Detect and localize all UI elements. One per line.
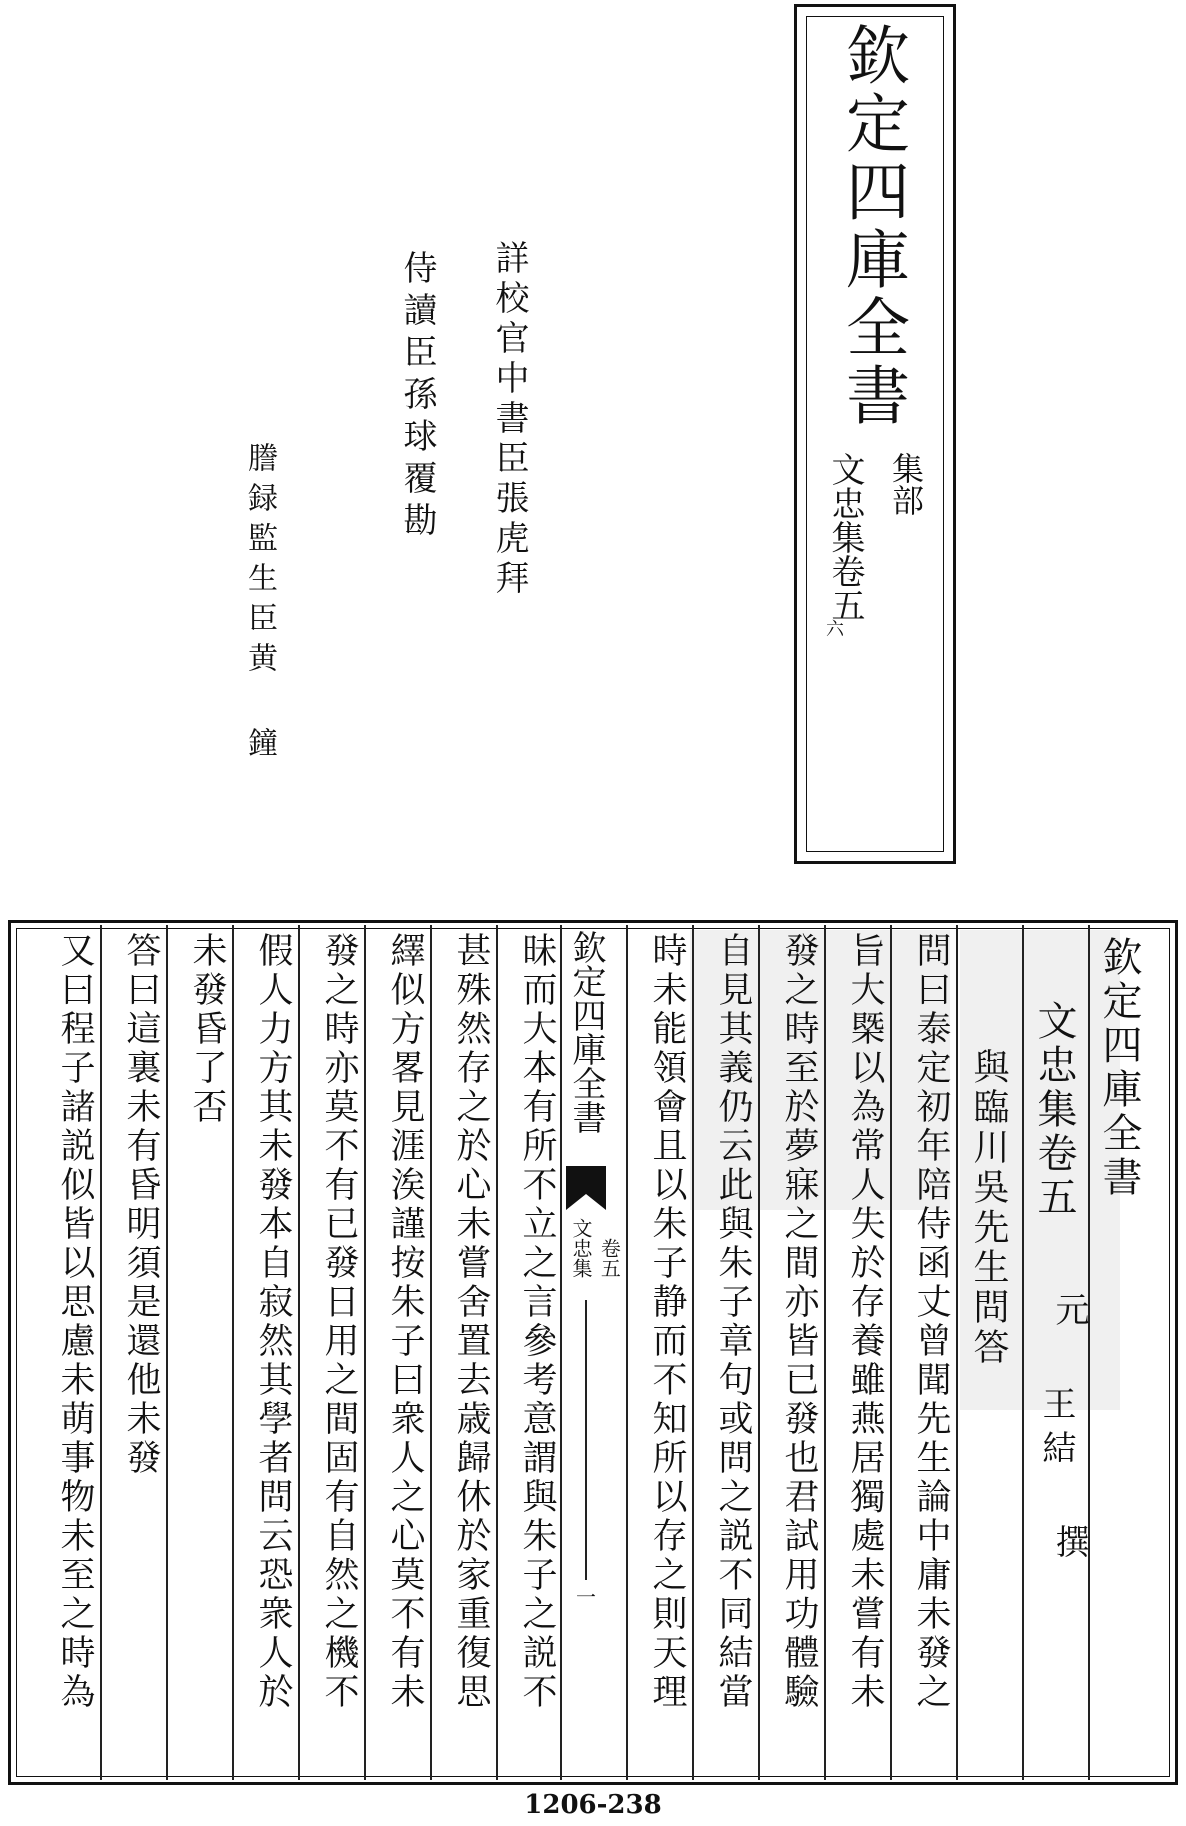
- text-column-5: 時未能領會且以朱子静而不知所以存之則天理: [647, 932, 687, 1712]
- book-label: 文忠集卷五: [825, 452, 865, 622]
- text-column-1: 問曰泰定初年陪侍函丈曾聞先生論中庸未發之: [911, 932, 951, 1712]
- banner-book: [570, 1218, 620, 1282]
- footer-page-number: 1206-238: [524, 1790, 662, 1820]
- author-name: 王結: [1036, 1386, 1076, 1474]
- text-column-12: 答曰這裏未有昏明須是還他未發: [121, 932, 161, 1478]
- column-rule: [626, 925, 628, 1780]
- text-column-10: 假人力方其未發本自寂然其學者問云恐衆人於: [253, 932, 293, 1712]
- text-column-13: 又曰程子諸説似皆以思慮未萌事物未至之時為: [55, 932, 95, 1712]
- text-column-9: 發之時亦莫不有已發日用之間固有自然之機不: [319, 932, 359, 1712]
- author-dynasty: 元: [1049, 1292, 1089, 1330]
- essay-title: 與臨川吳先生問答: [968, 1048, 1009, 1368]
- text-column-11: 未發昏了否: [187, 932, 227, 1127]
- text-column-8: 繹似方畧見涯涘謹按朱子曰衆人之心莫不有未: [385, 932, 425, 1712]
- text-column-6: 昧而大本有所不立之言參考意謂與朱子之説不: [517, 932, 557, 1712]
- reviewer-credit: 侍讀臣孫球覆勘: [397, 250, 437, 544]
- text-column-7: 甚殊然存之於心未嘗舍置去歳歸休於家重復思: [451, 932, 491, 1712]
- banner-page-number: 一: [576, 1585, 596, 1609]
- text-column-3: 發之時至於夢寐之間亦皆已發也君試用功體驗: [779, 932, 819, 1712]
- chapter-title: 文忠集卷五: [1031, 1000, 1077, 1220]
- banner-rule: [585, 1300, 587, 1580]
- copyist-credit: 謄録監生臣黄 鐘: [242, 442, 277, 767]
- collection-title: 欽定四庫全書: [835, 22, 909, 430]
- proofreader-credit: 詳校官中書臣張虎拜: [489, 240, 529, 600]
- banner-title: 欽定四庫全書: [566, 930, 606, 1134]
- book-alt-volume: 六: [826, 619, 844, 640]
- text-column-4: 自見其義仍云此與朱子章句或問之説不同結當: [713, 932, 753, 1712]
- column-rule: [1088, 925, 1090, 1780]
- column-rule: [1022, 925, 1024, 1780]
- author-role: 撰: [1049, 1524, 1089, 1562]
- fishtail-mark-icon: [566, 1166, 606, 1210]
- section-label: 集部: [887, 452, 925, 516]
- text-column-2: 旨大槩以為常人失於存養雖燕居獨處未嘗有未: [845, 932, 885, 1712]
- banner-book-name: 文忠集: [569, 1218, 593, 1278]
- banner-book-volume: 卷五: [597, 1238, 622, 1278]
- volume-head: 欽定四庫全書: [1096, 936, 1142, 1200]
